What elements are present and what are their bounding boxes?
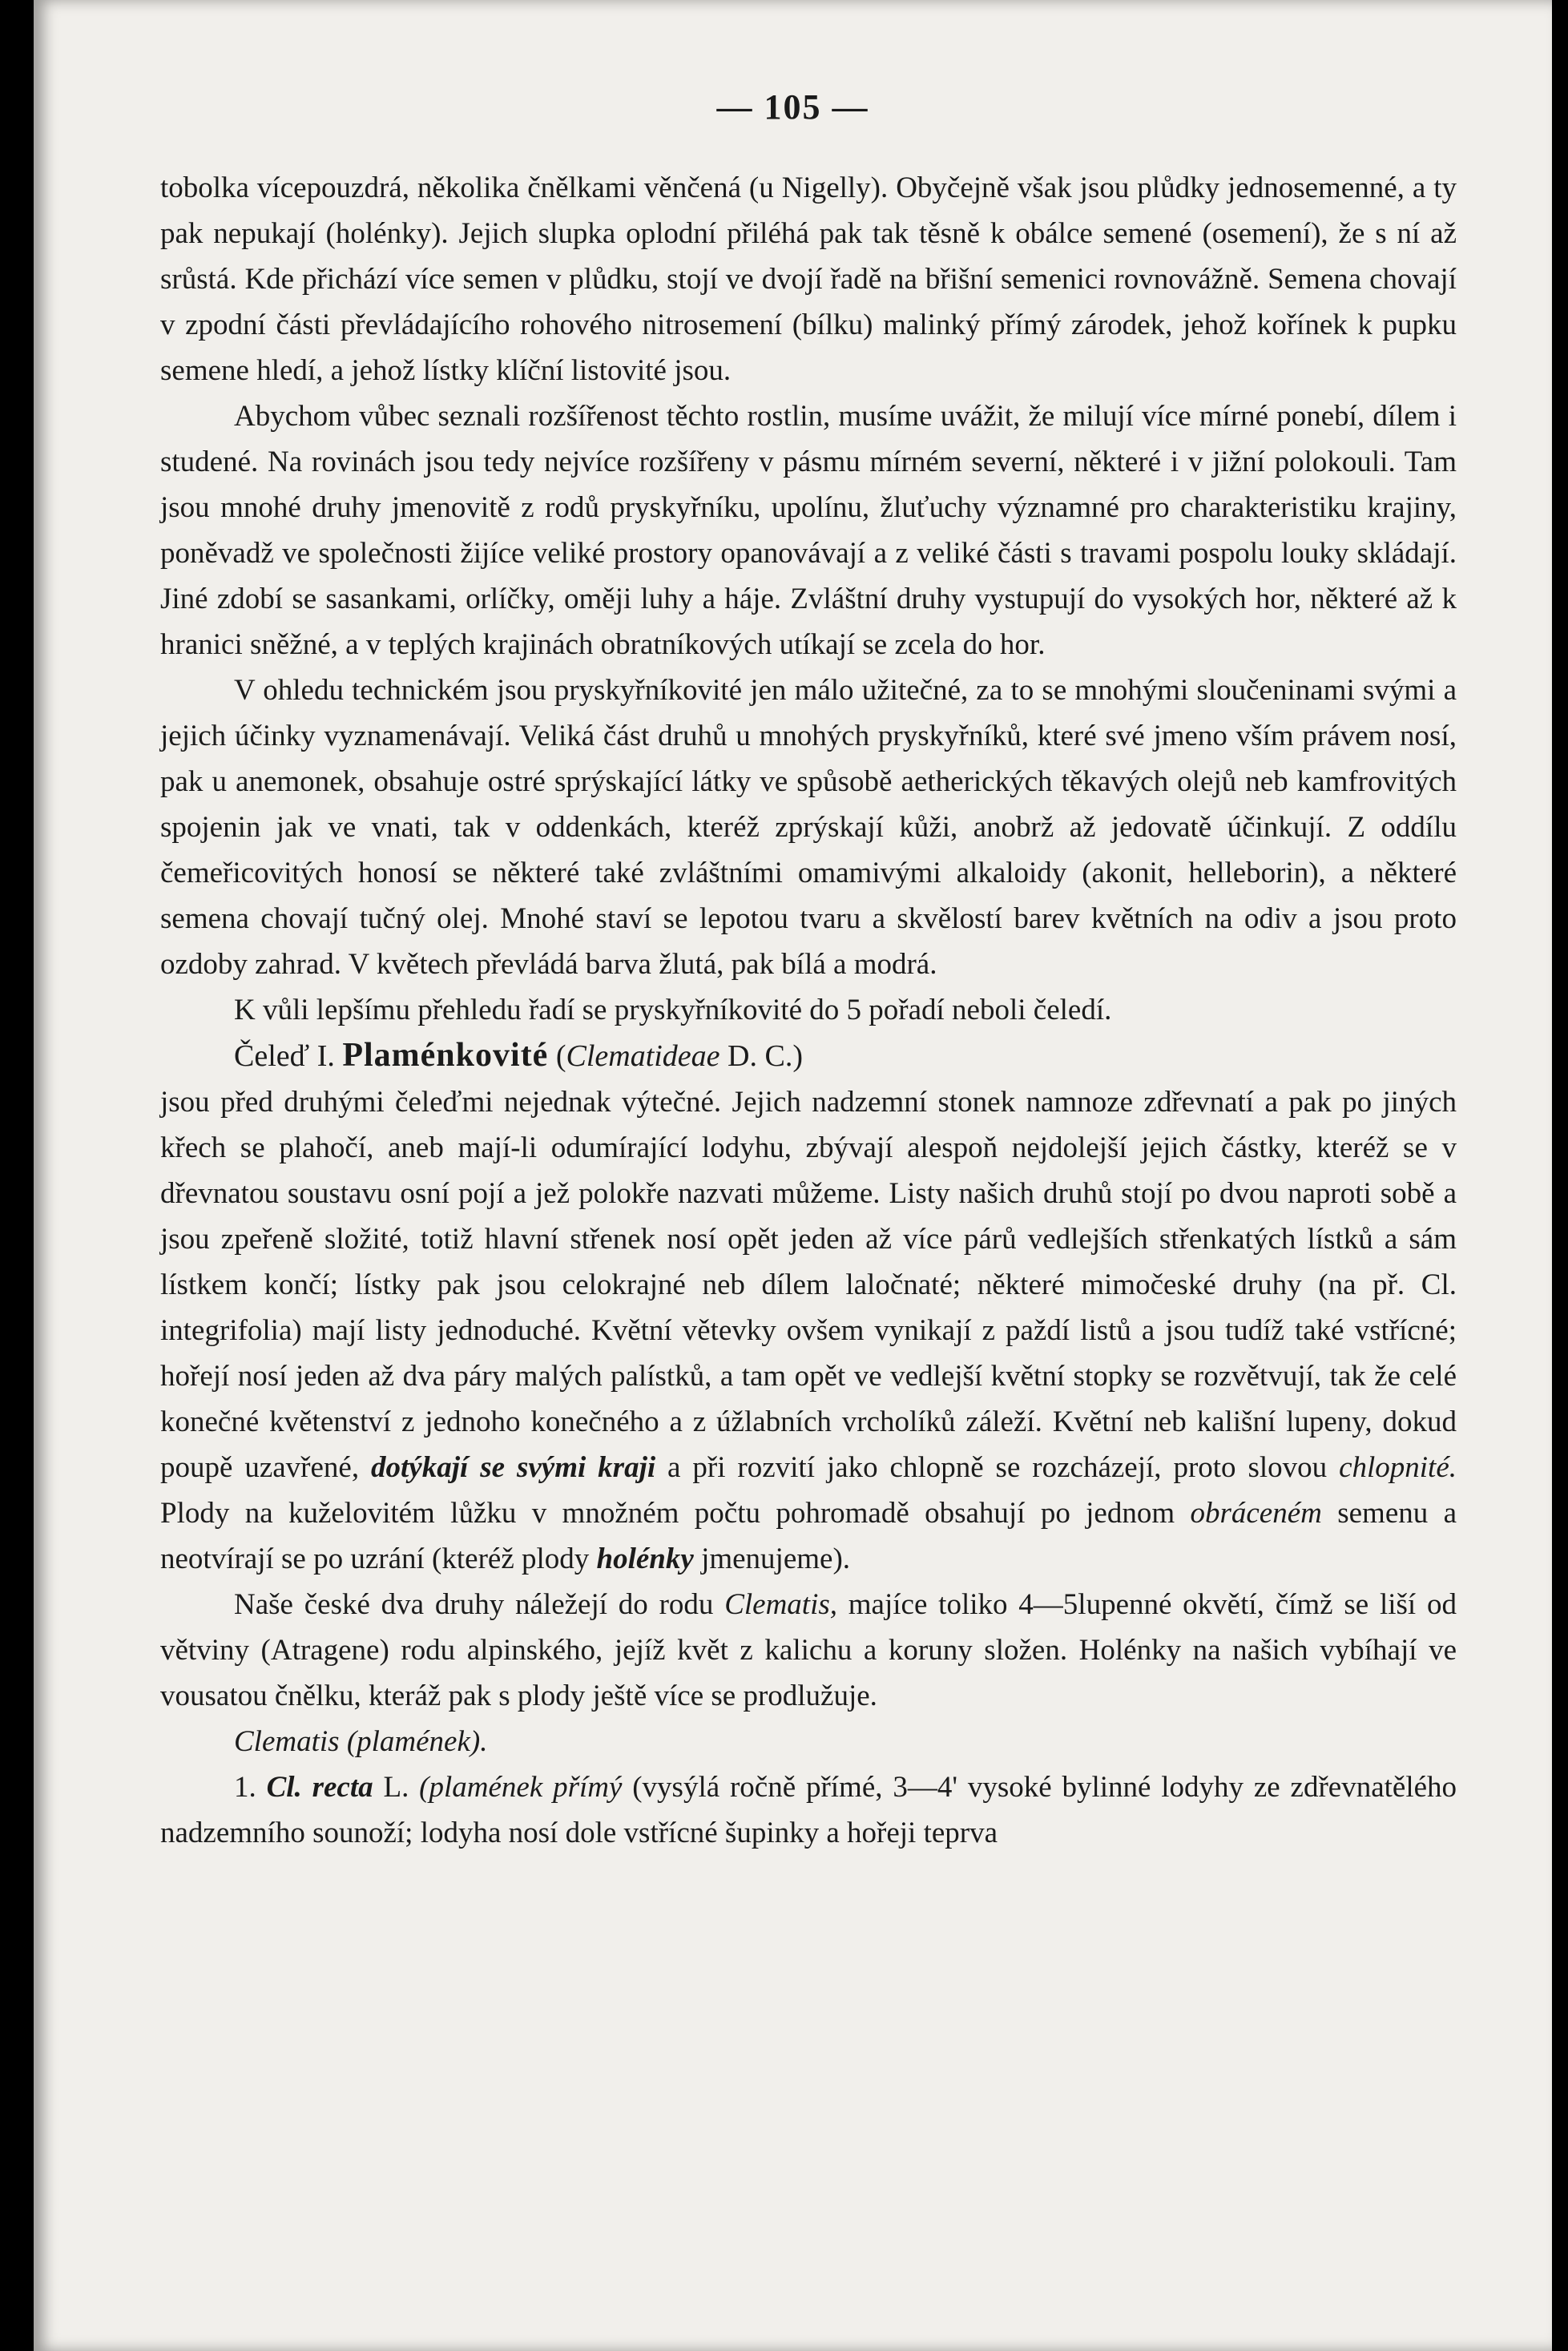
emphasis-text: chlopnité. — [1339, 1451, 1457, 1484]
family-latin: Clematideae — [566, 1039, 720, 1073]
species-name: Cl. recta — [266, 1771, 373, 1804]
species-description: (vysýlá ročně přímé, 3—4' vysoké bylinné lodyhy ze zdřevnatělého nadzemního sounoží; lodyha nosí dole vstřícné šupinky a hořeji teprva — [160, 1771, 1457, 1849]
text-run: Naše české dva druhy náležejí do rodu — [234, 1588, 714, 1621]
book-page — [34, 0, 1552, 2351]
paragraph-czech-species — [160, 1582, 1457, 1719]
text-run: jsou před druhými čeleďmi nejednak výtečné. Jejich nadzemní stonek namnoze zdřevnatí a pak po jiných křech se plahočí, aneb mají-li odumírající lodyhu, zbývají alespoň nejdolejší jejich částky, kteréž se v dřevnatou soustavu osní pojí a jež polokře nazvati můžeme. Listy našich druhů stojí po dvou naproti sobě a jsou zpeřeně složité, totiž hlavní střenek nosí opět jeden až více párů vedlejších střenkatých lístků a sám lístkem končí; lístky pak jsou celokrajné neb dílem laločnaté; některé mimočeské druhy (na př. Cl. integrifolia) mají listy jednoduché. Květní větevky ovšem vynikají z paždí listů a jsou tudíž také vstřícné; hořejí nosí jeden až dva páry malých palístků, a tam opět ve vedlejší květní stopky se rozvětvují, tak že celé konečné květenství z jednoho konečného a z úžlabních vrcholíků záleží. Květní neb kališní lupeny, dokud poupě uzavřené, — [160, 1086, 1457, 1484]
species-number: 1. — [234, 1771, 256, 1804]
species-entry — [160, 1764, 1457, 1856]
family-heading: Čeleď I. Plaménkovité (Clematideae D. C.) — [234, 1037, 803, 1074]
emphasis-text: holénky — [596, 1542, 694, 1575]
text-run: a při rozvití jako chlopně se rozcházejí, proto slovou — [667, 1451, 1328, 1484]
text-run: Plody na kuželovitém lůžku v množném počtu pohromadě obsahují po jednom — [160, 1497, 1175, 1530]
family-name: Plaménkovité — [342, 1037, 549, 1074]
genus-line — [160, 1719, 1457, 1764]
family-author: D. C. — [728, 1039, 793, 1073]
species-common-name: (plamének přímý — [419, 1771, 623, 1804]
genus-name: Clematis — [234, 1725, 340, 1758]
family-prefix: Čeleď I. — [234, 1039, 335, 1073]
paragraph-overview: K vůli lepšímu přehledu řadí se pryskyřníkovité do 5 pořadí neboli čeledí. — [234, 994, 1112, 1026]
emphasis-text: Clematis, — [724, 1588, 837, 1621]
genus-common-name: (plamének). — [346, 1725, 488, 1758]
text-run: jmenujeme). — [701, 1542, 851, 1575]
emphasis-text: dotýkají se svými kraji — [371, 1451, 656, 1484]
paragraph-technical: V ohledu technickém jsou pryskyřníkovité jen málo užitečné, za to se mnohými sloučeninami svými a jejich účinky vyznamenávají. Veliká část druhů u mnohých pryskyřníků, které své jmeno vším právem nosí, pak u anemonek, obsahuje ostré sprýskající látky ve spůsobě aetherických těkavých olejů neb kamfrovitých spojenin jak ve vnati, tak v oddenkách, kteréž zprýskají kůži, anobrž až jedovatě účinkují. Z oddílu čemeřicovitých honosí se některé také zvláštními omamivými alkaloidy (akonit, helleborin), a některé semena chovají tučný olej. Mnohé staví se lepotou tvaru a skvělostí barev květních na odiv a jsou proto ozdoby zahrad. V květech převládá barva žlutá, pak bílá a modrá. — [160, 674, 1457, 981]
page-number: — 105 — — [716, 87, 869, 127]
text-run: majíce toliko 4—5lupenné okvětí, čímž se liší od větviny (Atragene) rodu alpinského, jejíž květ z kalichu a koruny složen. Holénky na našich vybíhají ve vousatou čnělku, kteráž pak s plody ještě více se prodlužuje. — [160, 1588, 1457, 1712]
paragraph-capsule: tobolka vícepouzdrá, několika čnělkami věnčená (u Nigelly). Obyčejně však jsou plůdky jednosemenné, a ty pak nepukají (holénky). Jejich slupka oplodní přiléhá pak tak těsně k obálce semené (osemení), že s ní až srůstá. Kde přichází více semen v plůdku, stojí ve dvojí řadě na břišní semenici rovnovážně. Semena chovají v zpodní části převládajícího rohového nitrosemení (bílku) malinký přímý zárodek, jehož kořínek k pupku semene hledí, a jehož lístky klíční listovité jsou. — [160, 171, 1457, 387]
paragraph-family-description — [160, 1079, 1457, 1582]
emphasis-text: obráceném — [1190, 1497, 1322, 1530]
paragraph-distribution: Abychom vůbec seznali rozšířenost těchto rostlin, musíme uvážit, že milují více mírné ponebí, dílem i studené. Na rovinách jsou tedy nejvíce rozšířeny v pásmu mírném severní, některé i v jižní polokouli. Tam jsou mnohé druhy jmenovitě z rodů pryskyřníku, upolínu, žluťuchy významné pro charakteristiku krajiny, poněvadž ve společnosti žijíce veliké prostory opanovávají a z veliké části s travami pospolu louky skládají. Jiné zdobí se sasankami, orlíčky, oměji luhy a háje. Zvláštní druhy vystupují do vysokých hor, některé až k hranici sněžné, a v teplých krajinách obratníkových utíkají se zcela do hor. — [160, 400, 1457, 661]
species-author: L. — [383, 1771, 409, 1804]
text-run: semenu a neotvírají se po uzrání (kteréž plody — [160, 1497, 1457, 1575]
page-body — [160, 165, 1457, 1856]
